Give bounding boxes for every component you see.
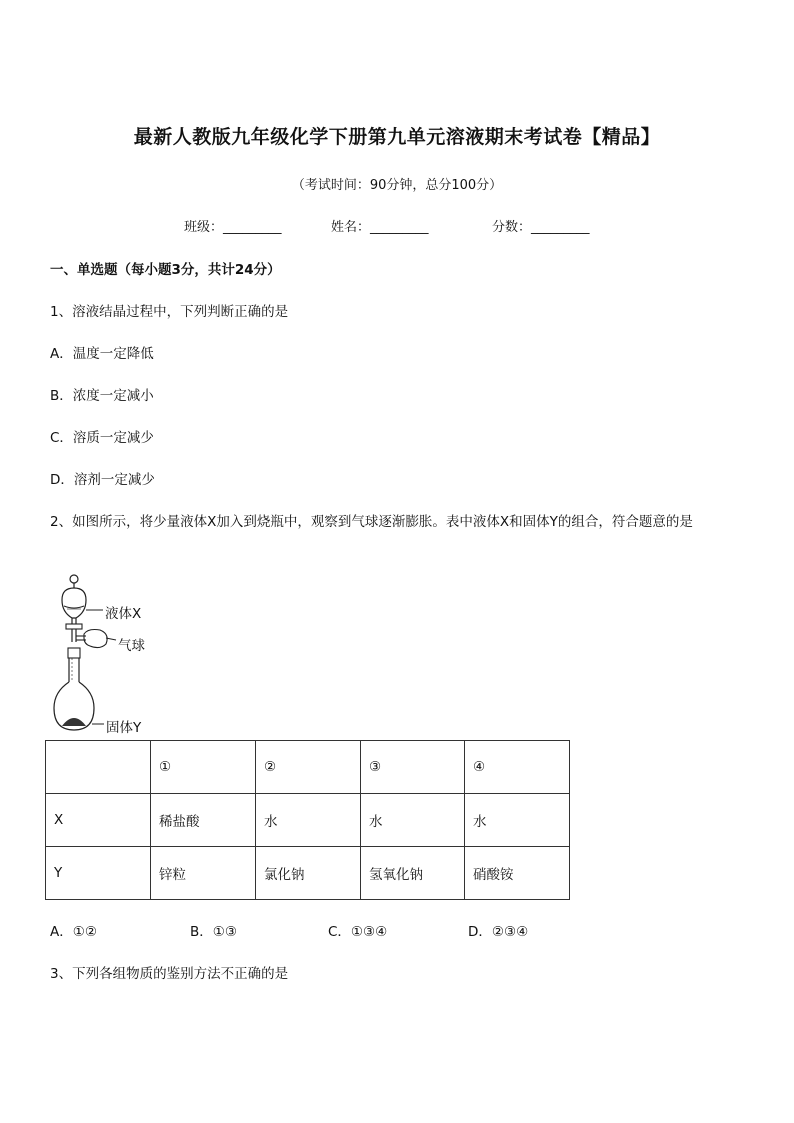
table-cell: 水	[256, 794, 361, 847]
table-row	[46, 847, 570, 900]
question-1-stem: 1、溶液结晶过程中，下列判断正确的是	[50, 304, 289, 320]
balloon-label: 气球	[118, 638, 145, 654]
class-field-label: 班级：_________	[184, 220, 282, 235]
table-cell: 水	[465, 794, 570, 847]
question-2-option-d: D．②③④	[468, 924, 529, 940]
table-cell: 氢氧化钠	[361, 847, 465, 900]
table-row	[46, 794, 570, 847]
question-2-option-a: A．①②	[50, 924, 97, 940]
table-cell: X	[46, 794, 151, 847]
table-cell: 硝酸铵	[465, 847, 570, 900]
page-title: 最新人教版九年级化学下册第九单元溶液期末考试卷【精品】	[133, 126, 661, 148]
solid-y-label: 固体Y	[106, 720, 142, 736]
question-3-stem: 3、下列各组物质的鉴别方法不正确的是	[50, 966, 289, 982]
name-field-label: 姓名：_________	[331, 220, 429, 235]
table-cell: Y	[46, 847, 151, 900]
table-cell: 锌粒	[151, 847, 256, 900]
table-cell: ④	[465, 741, 570, 794]
question-2-option-b: B．①③	[190, 924, 237, 940]
table-cell: 氯化钠	[256, 847, 361, 900]
combination-table	[45, 740, 570, 900]
exam-duration-note: （考试时间：90分钟，总分100分）	[291, 178, 503, 193]
table-header-row	[46, 741, 570, 794]
question-1-option-c: C．溶质一定减少	[50, 430, 154, 446]
question-2-option-c: C．①③④	[328, 924, 388, 940]
section-heading: 一、单选题（每小题3分，共计24分）	[50, 262, 281, 278]
table-cell: ②	[256, 741, 361, 794]
table-cell: 水	[361, 794, 465, 847]
table-cell: 稀盐酸	[151, 794, 256, 847]
question-1-option-a: A．温度一定降低	[50, 346, 154, 362]
question-1-option-b: B．浓度一定减小	[50, 388, 154, 404]
liquid-x-label: 液体X	[105, 606, 142, 622]
table-cell: ③	[361, 741, 465, 794]
question-2-stem: 2、如图所示，将少量液体X加入到烧瓶中，观察到气球逐渐膨胀。表中液体X和固体Y的组合，符合题意的是	[50, 514, 693, 530]
table-cell	[46, 741, 151, 794]
table-cell: ①	[151, 741, 256, 794]
question-1-option-d: D．溶剂一定减少	[50, 472, 155, 488]
score-field-label: 分数：_________	[492, 220, 590, 235]
